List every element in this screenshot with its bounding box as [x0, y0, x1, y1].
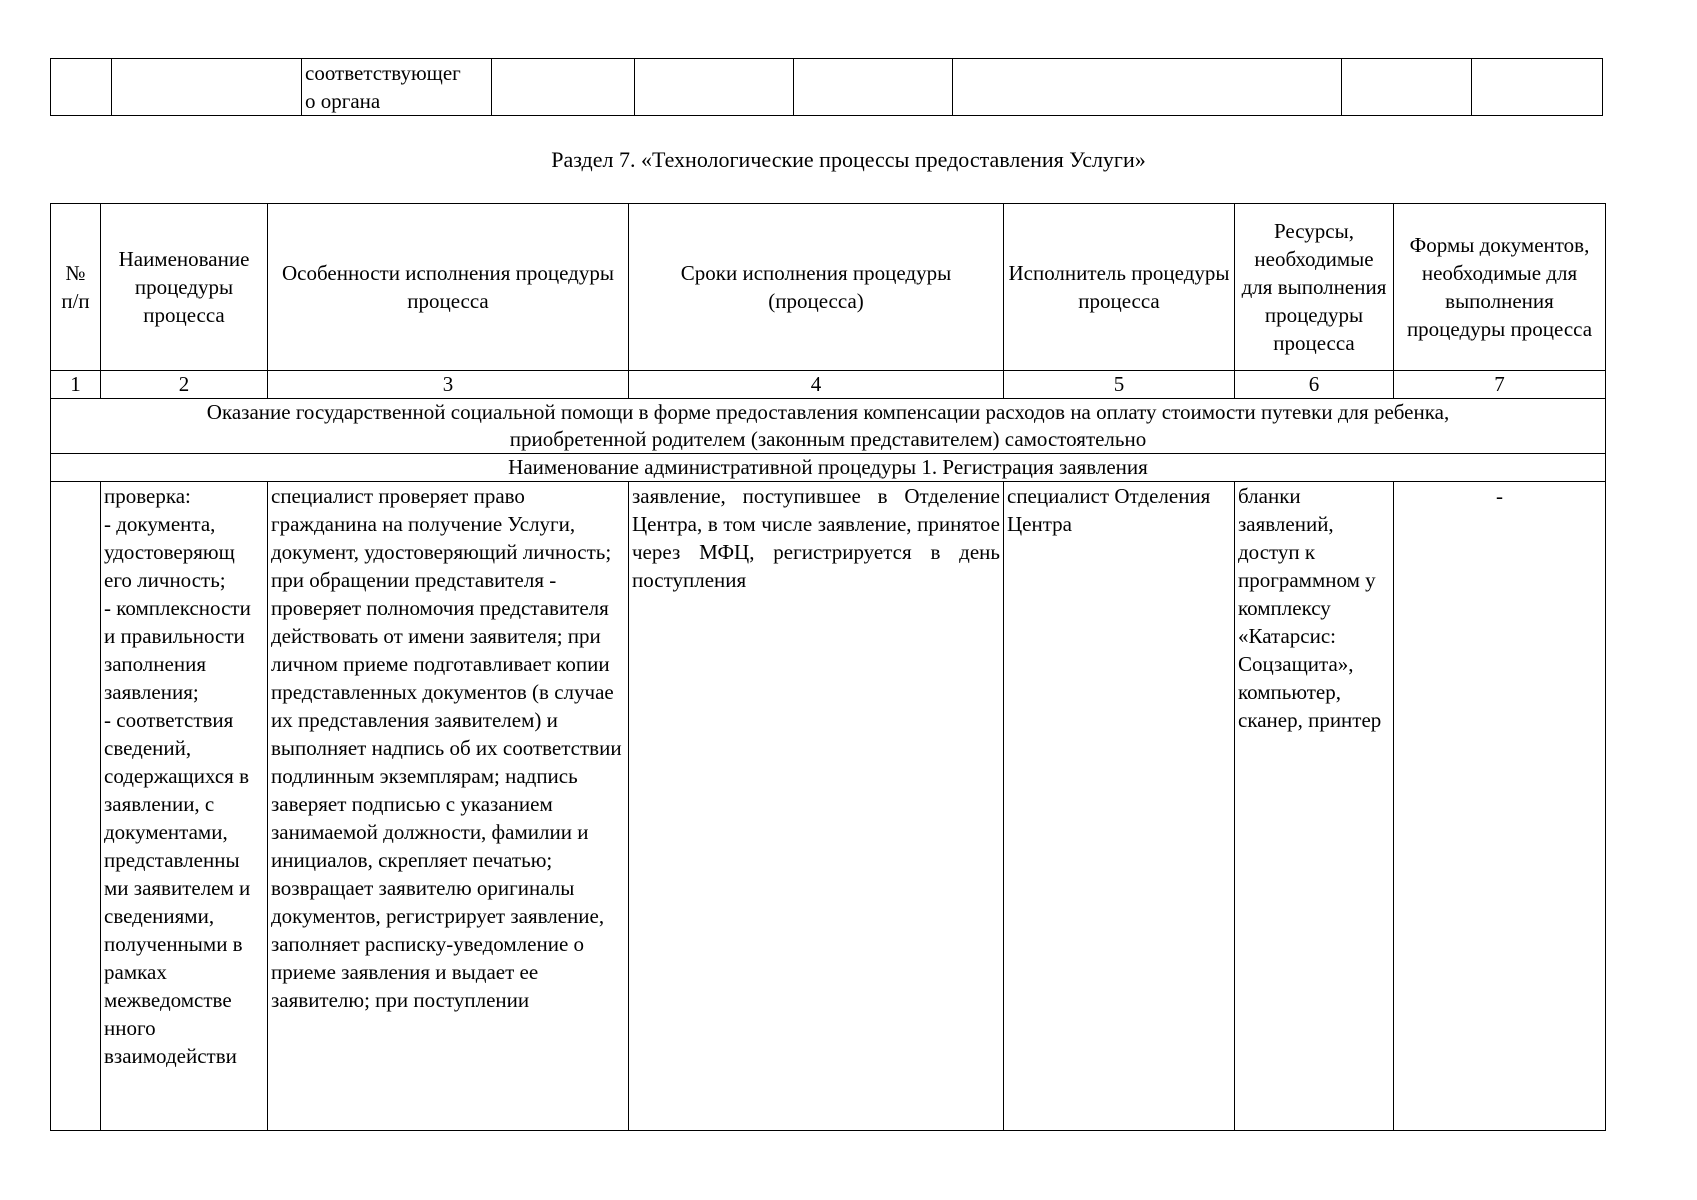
- column-number: 1: [51, 371, 101, 399]
- column-number: 7: [1394, 371, 1606, 399]
- table-cell: [1472, 59, 1603, 116]
- table-header-row: [51, 204, 1606, 371]
- header-col-number: № п/п: [51, 204, 101, 371]
- process-table: [50, 203, 1606, 1131]
- column-number: 2: [101, 371, 268, 399]
- previous-table-fragment: [50, 58, 1603, 116]
- column-number-row: [51, 371, 1606, 399]
- column-number: 5: [1004, 371, 1235, 399]
- column-number: 6: [1235, 371, 1394, 399]
- header-col-name: Наименование процедуры процесса: [101, 204, 268, 371]
- section-title: Раздел 7. «Технологические процессы предоставления Услуги»: [551, 147, 1146, 172]
- header-col-features: Особенности исполнения процедуры процесса: [268, 204, 629, 371]
- table-cell: [953, 59, 1342, 116]
- table-row: [51, 59, 1603, 116]
- cell-executor: специалист Отделения Центра: [1004, 482, 1235, 1131]
- column-number: 3: [268, 371, 629, 399]
- header-col-forms: Формы документов, необходимые для выполнения процедуры процесса: [1394, 204, 1606, 371]
- cell-procedure-name: проверка: - документа, удостоверяющ его личность; - комплексности и правильности заполнения заявления; - соответствия сведений, содержащихся в заявлении, с документами, представленны ми заявителем и сведениями, полученными в рамках межведомстве нного взаимодействи: [101, 482, 268, 1131]
- column-number: 4: [629, 371, 1004, 399]
- cell-terms: заявление, поступившее в Отделение Центра, в том числе заявление, принятое через МФЦ, регистрируется в день поступления: [629, 482, 1004, 1131]
- table-cell: [794, 59, 953, 116]
- table-cell: [492, 59, 635, 116]
- table-cell: [112, 59, 302, 116]
- cell-number: [51, 482, 101, 1131]
- group-title-row: [51, 399, 1606, 454]
- procedure-title-row: [51, 454, 1606, 482]
- header-col-terms: Сроки исполнения процедуры (процесса): [629, 204, 1004, 371]
- group-title: Оказание государственной социальной помощи в форме предоставления компенсации расходов на оплату стоимости путевки для ребенка, приобретенной родителем (законным представителем) самостоятельно: [51, 399, 1606, 454]
- procedure-title: Наименование административной процедуры 1. Регистрация заявления: [51, 454, 1606, 482]
- table-cell: [51, 59, 112, 116]
- header-col-executor: Исполнитель процедуры процесса: [1004, 204, 1235, 371]
- table-cell: соответствующег о органа: [302, 59, 492, 116]
- table-cell: [1342, 59, 1472, 116]
- cell-resources: бланки заявлений, доступ к программном у комплексу «Катарсис: Соцзащита», компьютер, сканер, принтер: [1235, 482, 1394, 1131]
- table-cell: [635, 59, 794, 116]
- header-col-resources: Ресурсы, необходимые для выполнения процедуры процесса: [1235, 204, 1394, 371]
- cell-forms: -: [1394, 482, 1606, 1131]
- cell-features: специалист проверяет право гражданина на получение Услуги, документ, удостоверяющий личность; при обращении представителя - проверяет полномочия представителя действовать от имени заявителя; при личном приеме подготавливает копии представленных документов (в случае их представления заявителем) и выполняет надпись об их соответствии подлинным экземплярам; надпись заверяет подписью с указанием занимаемой должности, фамилии и инициалов, скрепляет печатью; возвращает заявителю оригиналы документов, регистрирует заявление, заполняет расписку-уведомление о приеме заявления и выдает ее заявителю; при поступлении: [268, 482, 629, 1131]
- table-row: [51, 482, 1606, 1131]
